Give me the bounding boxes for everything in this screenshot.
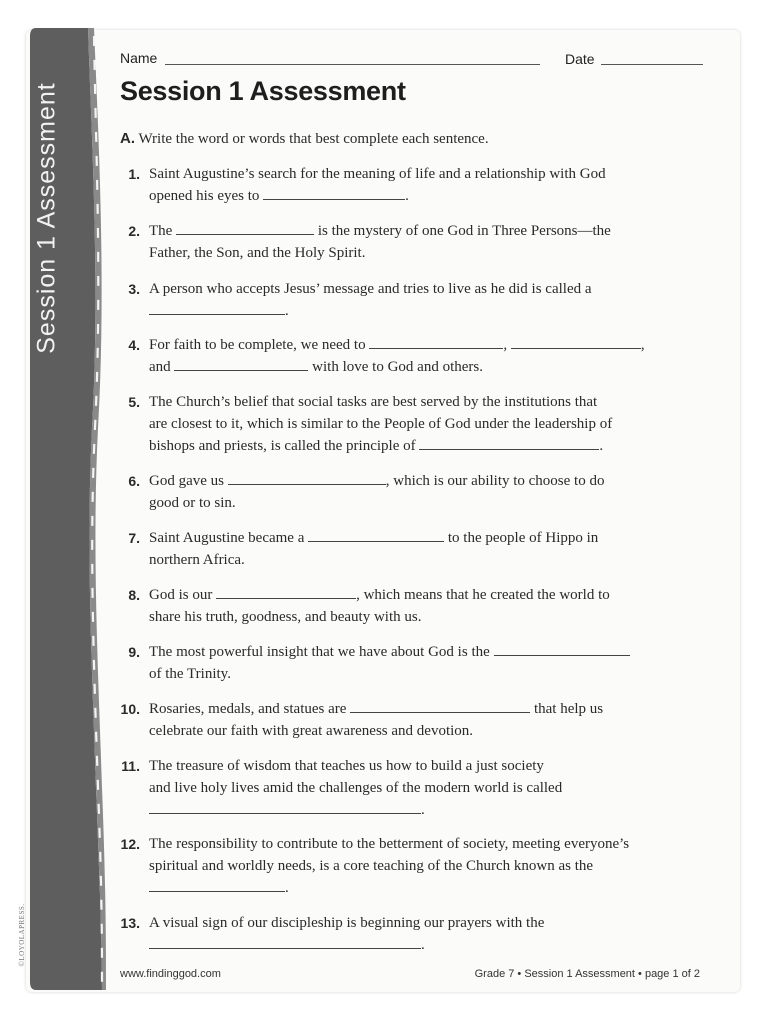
question-number: 1. — [128, 166, 140, 182]
question-text: Saint Augustine became a — [149, 530, 305, 546]
question-number: 11. — [121, 758, 140, 774]
question-text: is the mystery of one God in Three Persons—the — [317, 223, 611, 239]
question-number: 3. — [128, 281, 140, 297]
question-text: A person who accepts Jesus’ message and tries to live as he did is called a — [149, 281, 592, 297]
punctuation: . — [599, 438, 604, 454]
question-number: 2. — [128, 223, 140, 239]
date-label: Date — [565, 51, 595, 67]
answer-blank[interactable] — [149, 300, 285, 315]
question-text: spiritual and worldly needs, is a core teaching of the Church known as the — [149, 858, 594, 874]
punctuation: , — [503, 337, 508, 353]
question-text: and — [149, 359, 171, 375]
question-text: For faith to be complete, we need to — [149, 337, 366, 353]
punctuation: . — [421, 802, 425, 818]
question-text: opened his eyes to — [149, 188, 260, 204]
answer-blank[interactable] — [149, 877, 285, 892]
question-text: A visual sign of our discipleship is beginning our prayers with the — [149, 915, 545, 931]
question-text: northern Africa. — [149, 552, 245, 568]
question-text: to the people of Hippo in — [447, 530, 599, 546]
question-text: , which is our ability to choose to do — [385, 473, 605, 489]
question-text: The treasure of wisdom that teaches us how to build a just society — [149, 758, 544, 774]
question-text: Rosaries, medals, and statues are — [149, 701, 347, 717]
question-text: , which means that he created the world to — [356, 587, 610, 603]
answer-blank[interactable] — [149, 799, 421, 814]
name-label: Name — [120, 50, 158, 66]
question-text: God is our — [149, 587, 213, 603]
question-text: celebrate our faith with great awareness and devotion. — [149, 723, 474, 739]
copyright-notice: ©LOYOLAPRESS. — [18, 903, 26, 967]
question-text: bishops and priests, is called the principle of — [149, 438, 416, 454]
question-number: 13. — [120, 915, 140, 931]
sidebar-title: Session 1 Assessment — [32, 82, 61, 354]
punctuation: . — [421, 937, 425, 953]
answer-blank[interactable] — [263, 185, 405, 200]
question-text: God gave us — [149, 473, 224, 489]
question-number: 9. — [128, 644, 140, 660]
question-number: 7. — [128, 530, 140, 546]
question-number: 6. — [128, 473, 140, 489]
footer-page-info: Grade 7 • Session 1 Assessment • page 1 of 2 — [474, 968, 700, 980]
question-number: 8. — [128, 587, 140, 603]
punctuation: . — [405, 188, 409, 204]
footer-website: www.findinggod.com — [120, 968, 221, 980]
question-text: The most powerful insight that we have about God is the — [149, 644, 490, 660]
punctuation: . — [285, 303, 289, 319]
section-instruction-text: Write the word or words that best complete each sentence. — [138, 131, 489, 147]
question-text: are closest to it, which is similar to the People of God under the leadership of — [149, 416, 613, 432]
answer-blank[interactable] — [176, 220, 314, 235]
page-title: Session 1 Assessment — [120, 76, 406, 106]
answer-blank[interactable] — [419, 435, 599, 450]
punctuation: , — [640, 337, 645, 353]
question-number: 10. — [120, 701, 140, 717]
question-text: The Church’s belief that social tasks are best served by the institutions that — [149, 394, 598, 410]
section-letter: A. — [120, 130, 135, 147]
question-text: of the Trinity. — [149, 666, 231, 682]
question-text: that help us — [533, 701, 604, 717]
question-number: 12. — [120, 836, 140, 852]
name-field[interactable] — [165, 64, 540, 65]
question-text: Saint Augustine’s search for the meaning of life and a relationship with God — [149, 166, 606, 182]
answer-blank[interactable] — [494, 641, 630, 656]
answer-blank[interactable] — [350, 698, 530, 713]
question-text: good or to sin. — [149, 495, 236, 511]
answer-blank[interactable] — [369, 334, 503, 349]
answer-blank[interactable] — [216, 584, 356, 599]
punctuation: . — [285, 880, 289, 896]
question-text: with love to God and others. — [312, 359, 483, 375]
section-a-instruction — [120, 130, 489, 148]
question-text: The — [149, 223, 173, 239]
answer-blank[interactable] — [149, 934, 421, 949]
answer-blank[interactable] — [228, 470, 386, 485]
question-text: The responsibility to contribute to the betterment of society, meeting everyone’s — [149, 836, 630, 852]
question-number: 5. — [128, 394, 140, 410]
question-text: share his truth, goodness, and beauty with us. — [149, 609, 422, 625]
question-text: and live holy lives amid the challenges of the modern world is called — [149, 780, 563, 796]
date-field[interactable] — [601, 64, 703, 65]
answer-blank[interactable] — [174, 356, 308, 371]
question-number: 4. — [128, 337, 140, 353]
answer-blank[interactable] — [308, 527, 444, 542]
question-text: Father, the Son, and the Holy Spirit. — [149, 245, 366, 261]
answer-blank[interactable] — [511, 334, 641, 349]
